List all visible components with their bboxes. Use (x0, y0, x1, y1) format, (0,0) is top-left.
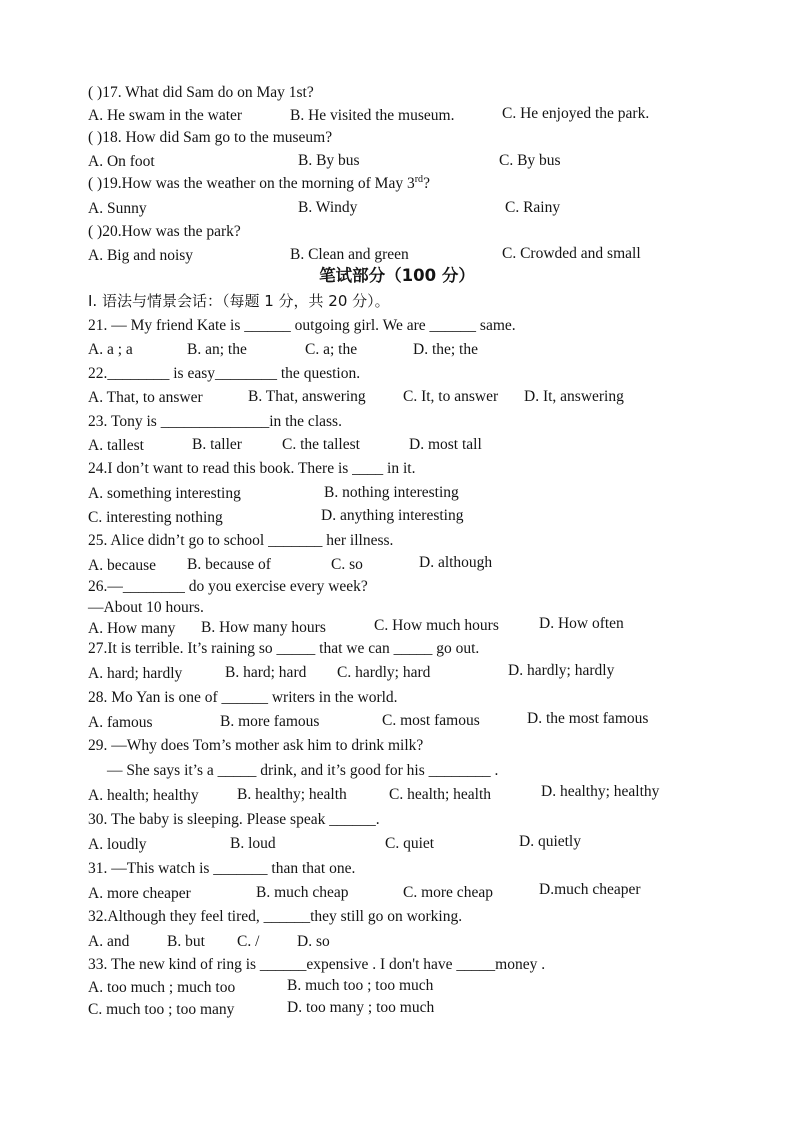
question-25-option-a: A. because (88, 557, 156, 574)
question-33-stem: 33. The new kind of ring is ______expensive . I don't have _____money . (88, 956, 546, 973)
question-20-option-b: B. Clean and green (290, 246, 409, 263)
question-23-option-a: A. tallest (88, 437, 144, 454)
question-25-option-b: B. because of (187, 556, 271, 573)
question-19-stem-end: ? (423, 175, 430, 192)
question-29-option-a: A. health; healthy (88, 787, 199, 804)
question-22-stem: 22.________ is easy________ the question. (88, 365, 361, 382)
question-24-option-c: C. interesting nothing (88, 509, 223, 526)
question-22-option-d: D. It, answering (524, 388, 624, 405)
question-28-option-b: B. more famous (220, 713, 320, 730)
question-29-option-b: B. healthy; health (237, 786, 347, 803)
question-31-option-d: D.much cheaper (539, 881, 641, 898)
question-25-stem: 25. Alice didn’t go to school _______ her illness. (88, 532, 394, 549)
question-26-option-a: A. How many (88, 620, 176, 637)
question-17-option-b: B. He visited the museum. (290, 107, 455, 124)
question-30-stem: 30. The baby is sleeping. Please speak ______. (88, 811, 380, 828)
question-28-option-c: C. most famous (382, 712, 480, 729)
question-21-option-a: A. a ; a (88, 341, 133, 358)
question-33-option-c: C. much too ; too many (88, 1001, 235, 1018)
part-title: I. 语法与情景会话：（每题 1 分，共 20 分）。 (88, 292, 390, 310)
section-heading: 笔试部分（100 分） (319, 266, 475, 285)
question-32-stem: 32.Although they feel tired, ______they still go on working. (88, 908, 463, 925)
question-26-option-b: B. How many hours (201, 619, 326, 636)
question-19-stem (88, 174, 430, 194)
question-29-stem: 29. —Why does Tom’s mother ask him to drink milk? (88, 737, 424, 754)
question-24-option-b: B. nothing interesting (324, 484, 459, 501)
question-26-option-c: C. How much hours (374, 617, 499, 634)
question-26-option-d: D. How often (539, 615, 624, 632)
question-19-option-a: A. Sunny (88, 200, 147, 217)
question-17-option-c: C. He enjoyed the park. (502, 105, 650, 122)
question-28-stem: 28. Mo Yan is one of ______ writers in the world. (88, 689, 398, 706)
question-23-stem: 23. Tony is ______________in the class. (88, 413, 342, 430)
question-33-option-b: B. much too ; too much (287, 977, 434, 994)
question-20-option-c: C. Crowded and small (502, 245, 641, 262)
question-19-option-c: C. Rainy (505, 199, 561, 216)
question-24-option-a: A. something interesting (88, 485, 241, 502)
question-27-option-a: A. hard; hardly (88, 665, 183, 682)
question-23-option-b: B. taller (192, 436, 242, 453)
question-23-option-c: C. the tallest (282, 436, 360, 453)
question-30-option-b: B. loud (230, 835, 276, 852)
question-27-option-b: B. hard; hard (225, 664, 307, 681)
question-31-option-c: C. more cheap (403, 884, 493, 901)
question-26-answer: —About 10 hours. (88, 599, 204, 616)
question-32-option-a: A. and (88, 933, 130, 950)
question-30-option-d: D. quietly (519, 833, 581, 850)
question-27-option-c: C. hardly; hard (337, 664, 431, 681)
question-30-option-a: A. loudly (88, 836, 147, 853)
question-24-option-d: D. anything interesting (321, 507, 464, 524)
question-30-option-c: C. quiet (385, 835, 435, 852)
question-26-stem: 26.—________ do you exercise every week? (88, 578, 368, 595)
question-18-stem: ( )18. How did Sam go to the museum? (88, 129, 333, 146)
question-17-stem: ( )17. What did Sam do on May 1st? (88, 84, 314, 101)
question-33-option-d: D. too many ; too much (287, 999, 435, 1016)
question-21-option-b: B. an; the (187, 341, 247, 358)
question-33-option-a: A. too much ; much too (88, 979, 236, 996)
question-20-stem: ( )20.How was the park? (88, 223, 241, 240)
question-28-option-d: D. the most famous (527, 710, 649, 727)
question-22-option-c: C. It, to answer (403, 388, 499, 405)
question-32-option-c: C. / (237, 933, 260, 950)
question-24-stem: 24.I don’t want to read this book. There is ____ in it. (88, 460, 416, 477)
question-21-stem: 21. — My friend Kate is ______ outgoing girl. We are ______ same. (88, 317, 516, 334)
question-20-option-a: A. Big and noisy (88, 247, 194, 264)
question-29-option-c: C. health; health (389, 786, 492, 803)
question-27-stem: 27.It is terrible. It’s raining so _____ that we can _____ go out. (88, 640, 480, 657)
question-22-option-a: A. That, to answer (88, 389, 203, 406)
question-29-option-d: D. healthy; healthy (541, 783, 660, 800)
question-19-option-b: B. Windy (298, 199, 358, 216)
question-31-option-b: B. much cheap (256, 884, 349, 901)
question-32-option-b: B. but (167, 933, 205, 950)
question-29-reply: — She says it’s a _____ drink, and it’s good for his ________ . (107, 762, 499, 779)
question-21-option-c: C. a; the (305, 341, 358, 358)
question-22-option-b: B. That, answering (248, 388, 366, 405)
question-25-option-d: D. although (419, 554, 493, 571)
question-27-option-d: D. hardly; hardly (508, 662, 615, 679)
question-18-option-a: A. On foot (88, 153, 155, 170)
question-28-option-a: A. famous (88, 714, 153, 731)
question-18-option-c: C. By bus (499, 152, 561, 169)
question-19-stem-superscript: rd (414, 173, 424, 185)
question-23-option-d: D. most tall (409, 436, 482, 453)
question-32-option-d: D. so (297, 933, 330, 950)
question-31-option-a: A. more cheaper (88, 885, 191, 902)
question-31-stem: 31. —This watch is _______ than that one. (88, 860, 356, 877)
question-18-option-b: B. By bus (298, 152, 360, 169)
question-21-option-d: D. the; the (413, 341, 478, 358)
question-25-option-c: C. so (331, 556, 363, 573)
question-19-stem-text: ( )19.How was the weather on the morning of May 3 (88, 175, 415, 192)
question-17-option-a: A. He swam in the water (88, 107, 243, 124)
